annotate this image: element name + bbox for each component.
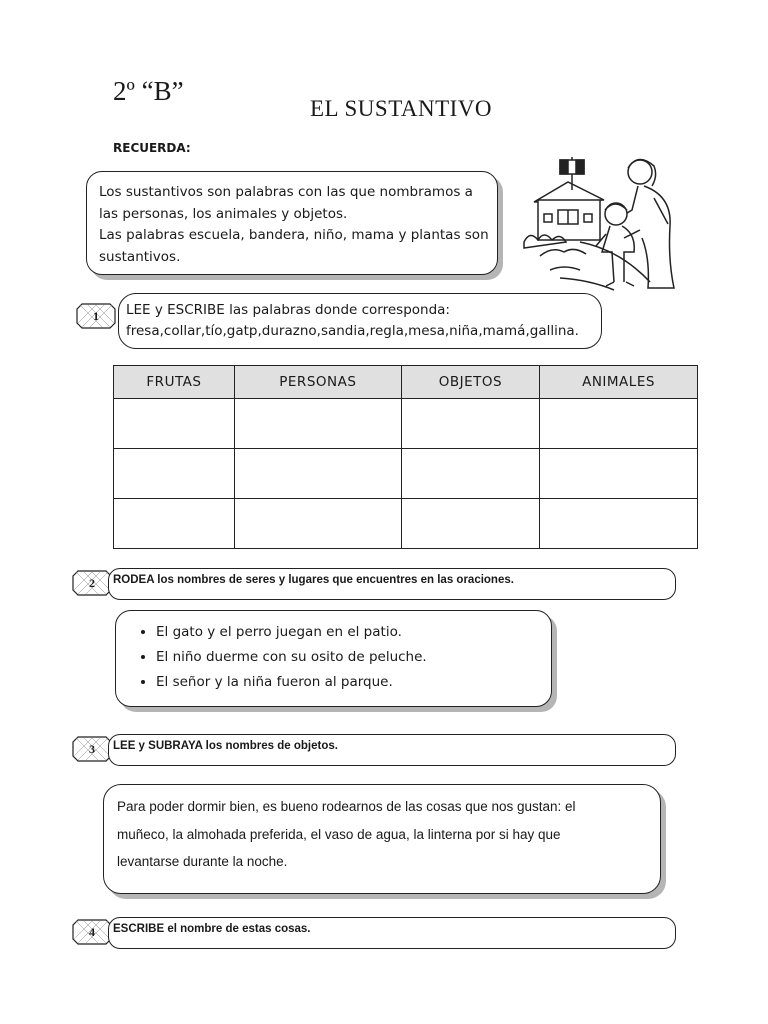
- sentence-list: [116, 620, 427, 695]
- sentences-box: [115, 610, 552, 707]
- answer-cell[interactable]: [114, 499, 235, 549]
- table-row: [114, 499, 698, 549]
- exercise-number: 2: [89, 576, 95, 590]
- exercise4-instruction: ESCRIBE el nombre de estas cosas.: [113, 923, 311, 935]
- answer-cell[interactable]: [234, 399, 401, 449]
- exercise-number-badge: [72, 570, 112, 596]
- answer-cell[interactable]: [540, 499, 698, 549]
- exercise-number: 4: [89, 925, 95, 939]
- exercise-number: 3: [89, 742, 95, 756]
- column-header-frutas: FRUTAS: [114, 366, 235, 399]
- exercise2-instruction-bar: [108, 568, 676, 600]
- answer-cell[interactable]: [540, 449, 698, 499]
- list-item: • El señor y la niña fueron al parque.: [156, 670, 427, 695]
- answer-cell[interactable]: [401, 499, 539, 549]
- remember-line: las personas, los animales y objetos.: [99, 205, 348, 222]
- exercise-number: 1: [93, 309, 99, 323]
- remember-box: [86, 171, 498, 275]
- column-header-objetos: OBJETOS: [401, 366, 539, 399]
- list-item: • El niño duerme con su osito de peluche.: [156, 645, 427, 670]
- exercise2-instruction: RODEA los nombres de seres y lugares que encuentres en las oraciones.: [113, 574, 514, 586]
- school-family-illustration: [520, 152, 700, 292]
- answer-cell[interactable]: [401, 399, 539, 449]
- reading-paragraph: [117, 793, 647, 876]
- list-item: • El gato y el perro juegan en el patio.: [156, 620, 427, 645]
- classification-table: [113, 365, 698, 549]
- table-header-row: [114, 366, 698, 399]
- remember-text: [99, 182, 494, 268]
- exercise3-instruction-bar: [108, 734, 676, 766]
- exercise4-instruction-bar: [108, 917, 676, 949]
- answer-cell[interactable]: [401, 449, 539, 499]
- paragraph-line: Para poder dormir bien, es bueno rodearnos de las cosas que nos gustan: el: [117, 799, 576, 814]
- column-header-personas: PERSONAS: [234, 366, 401, 399]
- exercise1-instruction: [126, 300, 579, 342]
- table-row: [114, 399, 698, 449]
- instruction-line: LEE y ESCRIBE las palabras donde corresponda:: [126, 302, 450, 318]
- recuerda-label: RECUERDA:: [113, 141, 191, 155]
- paragraph-line: muñeco, la almohada preferida, el vaso de agua, la linterna por si hay que: [117, 826, 561, 842]
- page-title: EL SUSTANTIVO: [310, 96, 493, 121]
- column-header-animales: ANIMALES: [540, 366, 698, 399]
- answer-cell[interactable]: [114, 449, 235, 499]
- school-illustration-icon: [520, 152, 700, 292]
- answer-cell[interactable]: [234, 449, 401, 499]
- exercise-number-badge: [76, 303, 116, 329]
- exercise3-instruction: LEE y SUBRAYA los nombres de objetos.: [113, 740, 338, 752]
- grade-label: 2º “B”: [113, 76, 184, 106]
- remember-line: Las palabras escuela, bandera, niño, mama y plantas son: [99, 227, 489, 243]
- answer-cell[interactable]: [234, 499, 401, 549]
- answer-cell[interactable]: [114, 399, 235, 449]
- remember-line: Los sustantivos son palabras con las que nombramos a: [99, 184, 473, 200]
- remember-line: sustantivos.: [99, 248, 181, 265]
- exercise-number-badge: [72, 736, 112, 762]
- reading-paragraph-box: [103, 784, 661, 894]
- exercise-number-badge: [72, 919, 112, 945]
- table-row: [114, 449, 698, 499]
- paragraph-line: levantarse durante la noche.: [117, 854, 288, 869]
- exercise1-instruction-box: [118, 293, 602, 349]
- answer-cell[interactable]: [540, 399, 698, 449]
- word-list: fresa,collar,tío,gatp,durazno,sandia,regla,mesa,niña,mamá,gallina.: [126, 323, 579, 339]
